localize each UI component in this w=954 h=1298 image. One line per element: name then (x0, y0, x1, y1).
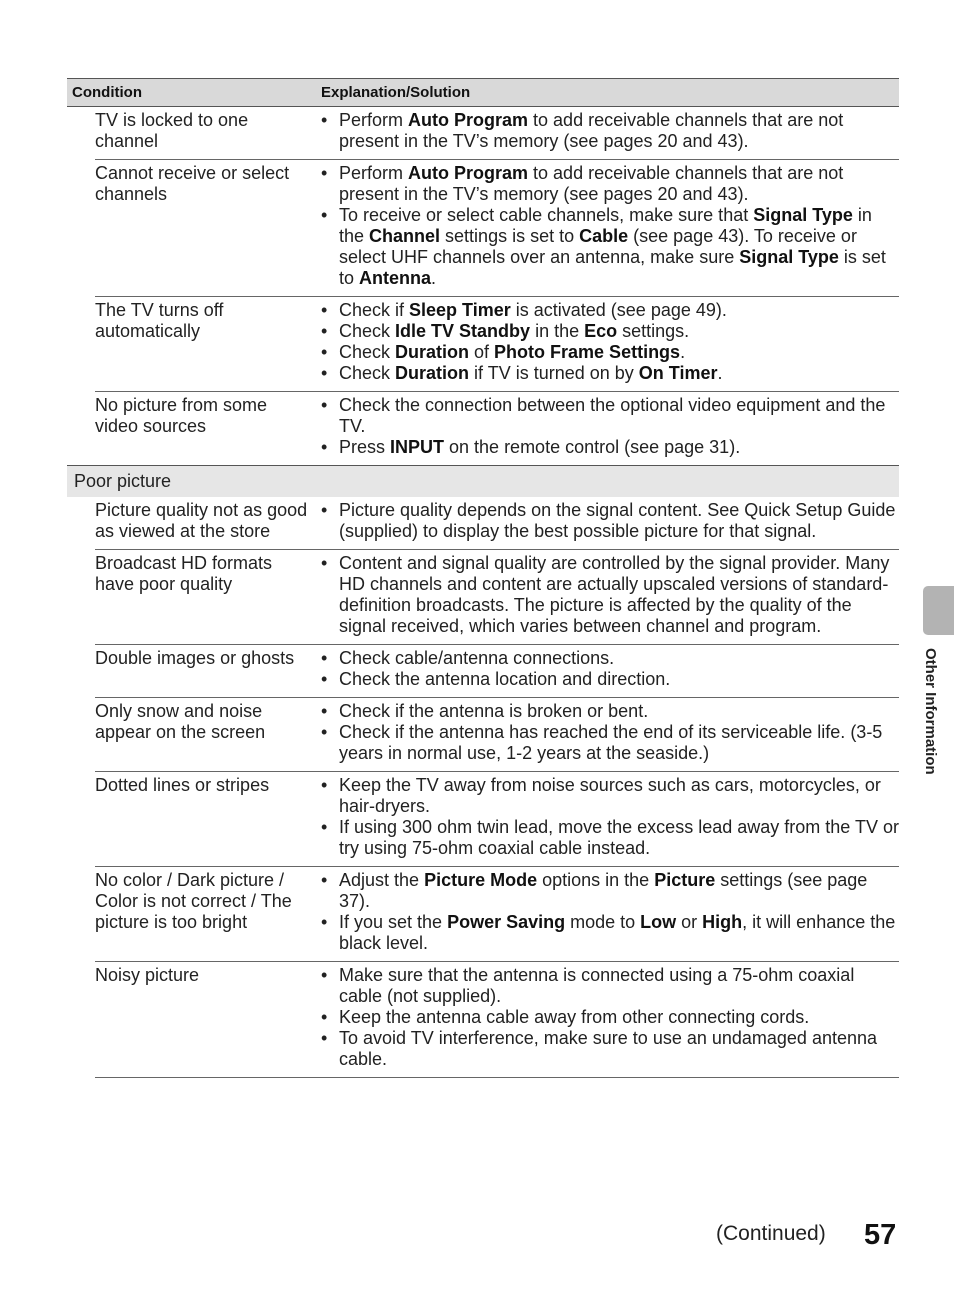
text-run: Check (339, 363, 396, 383)
solution-cell (321, 870, 899, 954)
bullet-text (339, 722, 899, 764)
condition-cell: Picture quality not as good as viewed at the store (95, 500, 308, 541)
condition-cell: TV is locked to one channel (95, 110, 249, 151)
solution-cell (321, 110, 899, 152)
table-row (95, 497, 899, 550)
condition-cell: Dotted lines or stripes (95, 775, 270, 795)
condition-cell: Cannot receive or select channels (95, 163, 290, 204)
table-row (95, 160, 899, 297)
text-run: Press (339, 437, 391, 457)
bullet-item (321, 205, 899, 289)
solution-cell (321, 553, 899, 637)
text-run: options in the (537, 870, 655, 890)
bullet-item (321, 870, 899, 912)
text-run: settings (see page 37). (339, 870, 868, 911)
bullet-icon: • (321, 395, 328, 415)
solution-cell (321, 701, 899, 764)
bold-term: Idle TV Standby (395, 321, 531, 341)
bullet-text (339, 775, 899, 817)
bullet-icon: • (321, 701, 328, 721)
bold-term: Power Saving (447, 912, 566, 932)
bold-term: Duration (395, 342, 470, 362)
bullet-item (321, 817, 899, 859)
bullet-icon: • (321, 110, 328, 130)
text-run: Check (339, 321, 396, 341)
bullet-icon: • (321, 817, 328, 837)
text-run: if TV is turned on by (469, 363, 639, 383)
text-run: . (431, 268, 437, 288)
bullet-icon: • (321, 669, 328, 689)
bullet-icon: • (321, 648, 328, 668)
bold-term: Cable (579, 226, 629, 246)
condition-cell: No color / Dark picture / Color is not correct / The picture is too bright (95, 870, 292, 932)
bullet-icon: • (321, 870, 328, 890)
text-run: Perform (339, 110, 409, 130)
bold-term: Antenna (359, 268, 432, 288)
text-run: Keep the antenna cable away from other connecting cords. (339, 1007, 810, 1027)
bullet-icon: • (321, 205, 328, 225)
table-row (95, 645, 899, 698)
text-run: Make sure that the antenna is connected using a 75-ohm coaxial cable (not supplied). (339, 965, 855, 1006)
text-run: Perform (339, 163, 409, 183)
text-run: Check (339, 342, 396, 362)
bullet-item (321, 722, 899, 764)
bullet-item (321, 775, 899, 817)
bullet-text (339, 163, 899, 205)
bullet-icon: • (321, 500, 328, 520)
bold-term: Auto Program (408, 163, 529, 183)
bold-term: Picture (654, 870, 716, 890)
table-row (95, 962, 899, 1078)
bullet-item (321, 553, 899, 637)
bullet-icon: • (321, 1007, 328, 1027)
text-run: Keep the TV away from noise sources such as cars, motorcycles, or hair-dryers. (339, 775, 881, 816)
troubleshooting-table (67, 78, 899, 1078)
side-tab-marker (923, 586, 954, 635)
bullet-text (339, 437, 899, 458)
solution-cell (321, 775, 899, 859)
bullet-icon: • (321, 363, 328, 383)
text-run: to add receivable channels that are not present in the TV’s memory (see pages 20 and 43). (339, 163, 844, 204)
text-run: , it will enhance the black level. (339, 912, 896, 953)
solution-cell (321, 965, 899, 1070)
text-run: . (717, 363, 723, 383)
bold-term: Signal Type (739, 247, 839, 267)
bold-term: On Timer (638, 363, 718, 383)
table-row (95, 297, 899, 392)
text-run: (see page 43). To receive or select UHF channels over an antenna, make sure (339, 226, 857, 267)
bullet-text (339, 110, 899, 152)
text-run: Adjust the (339, 870, 425, 890)
bullet-icon: • (321, 163, 328, 183)
header-solution: Explanation/Solution (321, 84, 471, 101)
bullet-text (339, 500, 899, 542)
text-run: Check if the antenna has reached the end of its serviceable life. (3-5 years in normal use, 1-2 years at the seaside.) (339, 722, 883, 763)
bold-term: Signal Type (753, 205, 853, 225)
side-tab-label: Other Information (922, 648, 939, 775)
bullet-item (321, 701, 899, 722)
text-run: in the (339, 205, 872, 246)
table-row (95, 107, 899, 160)
bullet-item (321, 300, 899, 321)
bold-term: Eco (584, 321, 618, 341)
solution-cell (321, 500, 899, 542)
bullet-text (339, 648, 899, 669)
bullet-text (339, 395, 899, 437)
condition-cell: Noisy picture (95, 965, 200, 985)
bullet-item (321, 395, 899, 437)
bullet-text (339, 321, 899, 342)
text-run: on the remote control (see page 31). (444, 437, 741, 457)
bullet-icon: • (321, 321, 328, 341)
bold-term: Picture Mode (424, 870, 538, 890)
text-run: Content and signal quality are controlled by the signal provider. Many HD channels and content are actually upscaled versions of standard-definition broadcasts. The picture is affected by the quality of the signal received, which varies between channel and program. (339, 553, 890, 636)
section-poor-picture: Poor picture (67, 465, 899, 497)
text-run: Check the connection between the optional video equipment and the TV. (339, 395, 886, 436)
text-run: in the (530, 321, 585, 341)
bullet-icon: • (321, 912, 328, 932)
text-run: Check if the antenna is broken or bent. (339, 701, 649, 721)
text-run: of (469, 342, 495, 362)
bullet-item (321, 363, 899, 384)
bullet-text (339, 701, 899, 722)
bold-term: High (702, 912, 743, 932)
condition-cell: Only snow and noise appear on the screen (95, 701, 266, 742)
bullet-item (321, 321, 899, 342)
bold-term: Photo Frame Settings (494, 342, 681, 362)
table-row (95, 392, 899, 465)
text-run: Check the antenna location and direction. (339, 669, 671, 689)
text-run: . (680, 342, 686, 362)
bullet-text (339, 817, 899, 859)
continued-label: (Continued) (716, 1222, 826, 1245)
text-run: settings is set to (440, 226, 580, 246)
solution-cell (321, 300, 899, 384)
bullet-icon: • (321, 553, 328, 573)
bullet-item (321, 648, 899, 669)
condition-cell: Broadcast HD formats have poor quality (95, 553, 273, 594)
text-run: or (676, 912, 703, 932)
header-condition: Condition (72, 84, 142, 101)
bold-term: Sleep Timer (409, 300, 511, 320)
bullet-text (339, 363, 899, 384)
table-header (67, 78, 899, 107)
bullet-icon: • (321, 437, 328, 457)
text-run: is set to (339, 247, 886, 288)
bullet-text (339, 870, 899, 912)
table-row (95, 698, 899, 772)
bullet-item (321, 342, 899, 363)
bullet-icon: • (321, 1028, 328, 1048)
bullet-icon: • (321, 722, 328, 742)
text-run: is activated (see page 49). (510, 300, 727, 320)
bold-term: Duration (395, 363, 470, 383)
bold-term: Channel (369, 226, 441, 246)
text-run: Check if (339, 300, 410, 320)
bullet-item (321, 1007, 899, 1028)
bullet-icon: • (321, 775, 328, 795)
bold-term: Low (640, 912, 677, 932)
bullet-item (321, 163, 899, 205)
condition-cell: No picture from some video sources (95, 395, 268, 436)
solution-cell (321, 395, 899, 458)
bullet-text (339, 965, 899, 1007)
text-run: Check cable/antenna connections. (339, 648, 615, 668)
condition-cell: Double images or ghosts (95, 648, 295, 668)
bullet-text (339, 1028, 899, 1070)
bullet-icon: • (321, 342, 328, 362)
text-run: To avoid TV interference, make sure to use an undamaged antenna cable. (339, 1028, 878, 1069)
bullet-item (321, 912, 899, 954)
rows-bottom-group (67, 497, 899, 1078)
bullet-text (339, 669, 899, 690)
bullet-icon: • (321, 300, 328, 320)
bullet-text (339, 342, 899, 363)
bullet-item (321, 965, 899, 1007)
condition-cell: The TV turns off automatically (95, 300, 224, 341)
bullet-item (321, 669, 899, 690)
bullet-item (321, 1028, 899, 1070)
bullet-text (339, 300, 899, 321)
text-run: to add receivable channels that are not present in the TV’s memory (see pages 20 and 43). (339, 110, 844, 151)
table-row (95, 867, 899, 962)
bullet-icon: • (321, 965, 328, 985)
bold-term: INPUT (390, 437, 445, 457)
text-run: If using 300 ohm twin lead, move the excess lead away from the TV or try using 75-ohm coaxial cable instead. (339, 817, 899, 858)
bullet-text (339, 553, 899, 637)
text-run: Picture quality depends on the signal content. See Quick Setup Guide (supplied) to display the best possible picture for that signal. (339, 500, 896, 541)
rows-top-group (67, 107, 899, 465)
page-number: 57 (864, 1219, 897, 1251)
text-run: settings. (617, 321, 690, 341)
text-run: To receive or select cable channels, make sure that (339, 205, 754, 225)
bullet-item (321, 437, 899, 458)
bullet-item (321, 110, 899, 152)
bullet-item (321, 500, 899, 542)
bullet-text (339, 205, 899, 289)
solution-cell (321, 648, 899, 690)
bold-term: Auto Program (408, 110, 529, 130)
bullet-text (339, 912, 899, 954)
text-run: If you set the (339, 912, 448, 932)
solution-cell (321, 163, 899, 289)
text-run: mode to (565, 912, 641, 932)
table-row (95, 772, 899, 867)
bullet-text (339, 1007, 899, 1028)
table-row (95, 550, 899, 645)
